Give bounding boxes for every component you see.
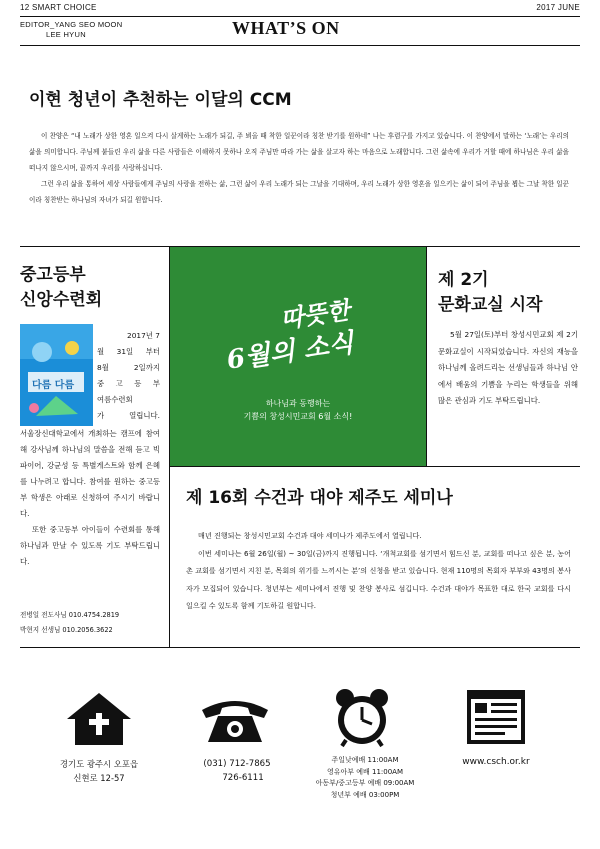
- top-rule: [20, 16, 580, 17]
- editor-line1: EDITOR_YANG SEO MOON: [20, 20, 123, 29]
- contact-1: 전병일 전도사님 010.4754.2819: [20, 611, 120, 619]
- schedule-item: 청년부 예배 03:00PM: [330, 790, 400, 799]
- seminar-paragraph-1: 매년 진행되는 창성시민교회 수건과 대야 세미나가 제주도에서 열립니다.: [198, 531, 422, 540]
- editor-line2: LEE HYUN: [46, 30, 86, 39]
- phone-line2: 726-6111: [222, 773, 264, 783]
- poster-graphic: [20, 324, 93, 426]
- seminar-title: 제 16회 수건과 대야 제주도 세미나: [186, 488, 453, 508]
- ccm-title: 이현 청년이 추천하는 이달의 CCM: [29, 90, 292, 110]
- culture-title-line1: 제 2기: [438, 270, 489, 290]
- retreat-body-top: [97, 328, 160, 424]
- june-subtitle-line2: 기쁨의 창성시민교회 6월 소식!: [243, 412, 353, 421]
- june-subtitle: [170, 397, 426, 423]
- june-script-line1: 따뜻한: [278, 295, 352, 334]
- retreat-body-top-line: 가 열립니다.: [97, 411, 160, 420]
- middle-rule: [170, 466, 580, 467]
- address-line1: 경기도 광주시 오포읍: [59, 759, 139, 769]
- address: [40, 757, 158, 785]
- retreat-title: [20, 263, 102, 313]
- service-schedule: [302, 755, 428, 801]
- retreat-body-top-line: 중 고 등 부: [97, 379, 160, 388]
- seminar-paragraph-2: 이번 세미나는 6월 26일(월) ~ 30일(금)까지 진행됩니다. ‘개척교회를 섬기면서 힘드신 분, 교회를 떠나고 싶은 분, 농어촌 교회를 섬기면서 지친 분, 목회의 위기를 느끼시는 분’의 신청을 받고 있습니다. 현재 110명의 목회자 부부와 43명의 봉사자가 모집되어 있습니다. 청년부는 세미나에서 진행 및 찬양 봉사로 섬깁니다. 수건과 대야가 목표한 대로 한국 교회를 다시 일으킬 수 있도록 함께 기도하길 원합니다.: [186, 548, 571, 610]
- phone: [178, 757, 296, 785]
- schedule-item: 주일낮예배 11:00AM: [331, 756, 399, 764]
- retreat-title-line2: 신앙수련회: [20, 290, 103, 310]
- church-icon: [67, 693, 131, 745]
- ccm-paragraph-2: 그런 우리 삶을 통하여 세상 사람들에게 주님의 사랑을 전하는 삶, 그런 삶이 우리 노래가 되는 그날을 기대하며, 우리 노래가 상한 영혼을 일으키는 삶이 되어 주님을 뵙는 그날 착한 일꾼이라 칭찬받는 하나님의 자녀가 되길 원합니다.: [29, 180, 569, 204]
- section-title: WHAT’S ON: [232, 18, 340, 38]
- phone-line1: (031) 712-7865: [203, 759, 271, 769]
- culture-title-line2: 문화교실 시작: [438, 295, 543, 315]
- retreat-body-rest: [20, 426, 160, 570]
- culture-body: 5월 27일(토)부터 창성시민교회 제 2기 문화교실이 시작되었습니다. 자신의 재능을 하나님께 올려드리는 선생님들과 하나님 안에서 배움의 기쁨을 누리는 학생들을 위해 많은 관심과 기도 부탁드립니다.: [438, 330, 578, 405]
- website-link[interactable]: www.csch.or.kr: [462, 757, 530, 767]
- retreat-body-top-line: 8월 2일까지: [97, 363, 160, 372]
- culture-title: [438, 268, 542, 318]
- retreat-poster: [20, 324, 93, 426]
- ccm-paragraph-1: 이 찬양은 “내 노래가 상한 영혼 일으켜 다시 살게하는 노래가 되길, 주 뵈올 때 착한 일꾼이라 칭찬 받기를 원하네” 나는 후렴구를 가지고 있습니다. 이 찬양에서 말하는 ‘노래’는 우리의 삶을 의미합니다. 주님께 붙들린 우리 삶을 다른 사람들은 이해하지 못하나 오직 주님만 따라 가는 삶을 살고자 하는 마음으로 노래합니다. 그런 삶속에 우리가 거할 때에 하나님은 우리 삶을 떠나지 않으시며, 끝까지 우리를 사랑하십니다.: [29, 132, 569, 172]
- retreat-body-top-line: 2017년 7: [127, 331, 160, 340]
- right-column-rule: [426, 246, 427, 466]
- header-rule: [20, 45, 580, 46]
- june-news-box: [170, 247, 426, 466]
- contact-2: 박현지 선생님 010.2056.3622: [20, 626, 113, 634]
- june-subtitle-line1: 하나님과 동행하는: [265, 399, 331, 408]
- seminar-body: [186, 527, 571, 615]
- issue-date: 2017 JUNE: [536, 3, 580, 12]
- footer-rule: [20, 647, 580, 648]
- poster-text: 다름 다름: [32, 380, 75, 391]
- website-icon: [467, 690, 525, 744]
- retreat-contacts: [20, 608, 119, 638]
- retreat-paragraph-2: 또한 중고등부 아이들이 수련회를 통해 하나님과 만날 수 있도록 기도 부탁드립니다.: [20, 525, 160, 566]
- page-info: 12 SMART CHOICE: [20, 3, 97, 12]
- telephone-icon: [198, 698, 272, 744]
- june-script-line2: 6월의 소식: [224, 328, 356, 376]
- schedule-item: 아동부/중고등부 예배 09:00AM: [315, 779, 415, 787]
- retreat-title-line1: 중고등부: [20, 265, 86, 285]
- clock-icon: [334, 688, 390, 748]
- retreat-paragraph: 서울장신대학교에서 개최하는 캠프에 참여해 강사님께 하나님의 말씀을 전해 듣고 빅파이어, 강균성 등 특별게스트와 함께 은혜를 나누려고 합니다. 참여를 원하는 중고등부 학생은 아래로 신청하여 주시기 바랍니다.: [20, 429, 160, 518]
- schedule-item: 영유아부 예배 11:00AM: [326, 767, 404, 776]
- address-line2: 신현로 12-57: [73, 773, 125, 783]
- retreat-body-top-line: 월 31일 부터: [97, 347, 160, 356]
- retreat-body-top-line: 여름수련회: [97, 395, 133, 404]
- ccm-body: [29, 128, 569, 208]
